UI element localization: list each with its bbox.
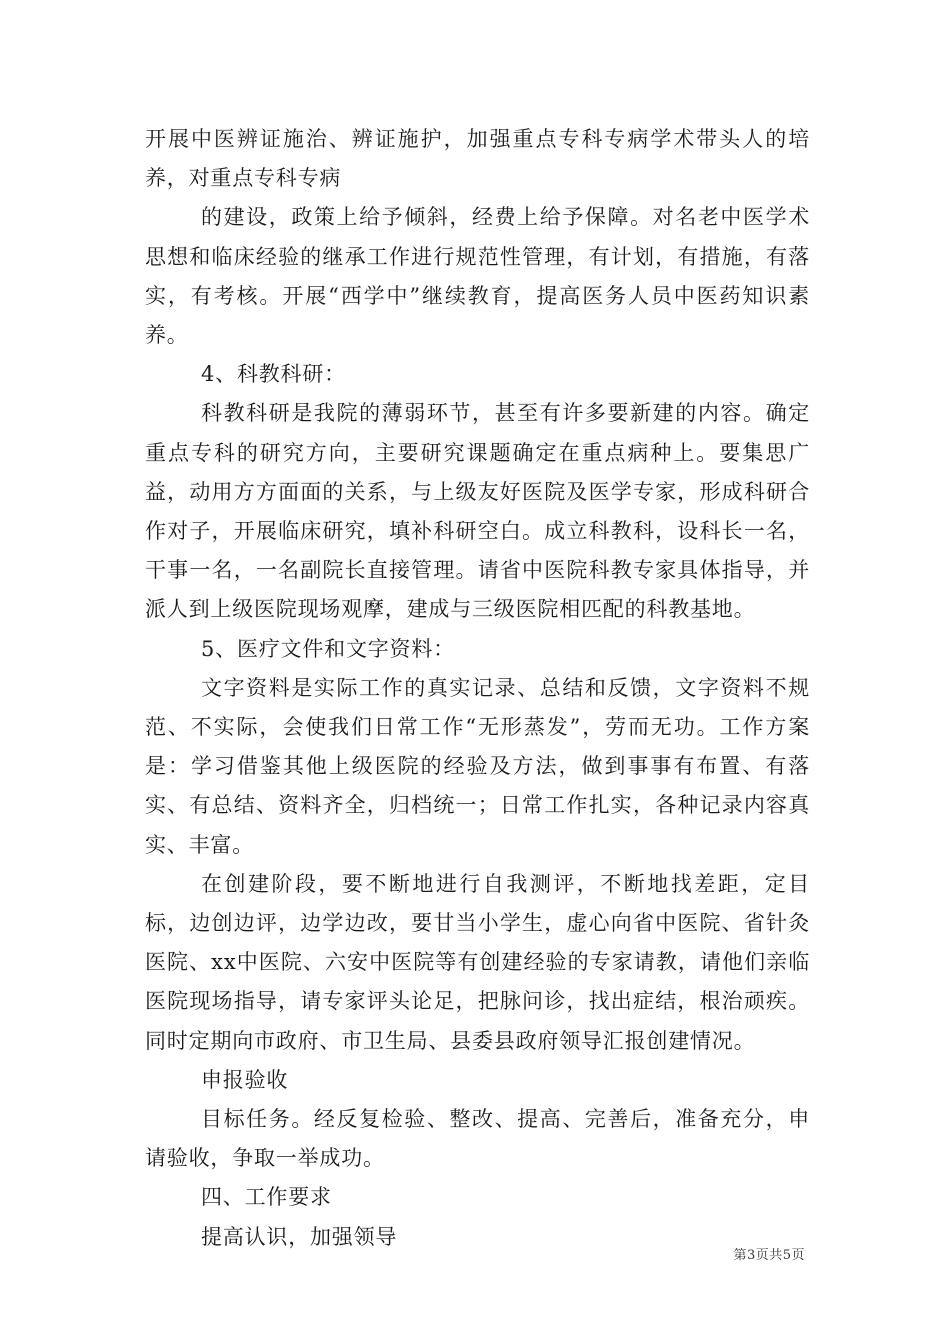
paragraph: 目标任务。经反复检验、整改、提高、完善后，准备充分，申请验收，争取一举成功。 [145, 1107, 810, 1171]
section-heading: 5、医疗文件和文字资料： [201, 636, 455, 661]
page-number-footer: 第3页共5页 [733, 1248, 805, 1263]
paragraph: 科教科研是我院的薄弱环节，甚至有许多要新建的内容。确定重点专科的研究方向，主要研究课题确定在重点病种上。要集思广益，动用方方面面的关系，与上级友好医院及医学专家，形成科研合作对子，开展临床研究，填补科研空白。成立科教科，设科长一名，干事一名，一名副院长直接管理。请省中医院科教专家具体指导，并派人到上级医院现场观摩，建成与三级医院相匹配的科教基地。 [145, 401, 810, 622]
document-body [145, 120, 810, 1257]
paragraph: 的建设，政策上给予倾斜，经费上给予保障。对名老中医学术思想和临床经验的继承工作进行规范性管理，有计划，有措施，有落实，有考核。开展“西学中”继续教育，提高医务人员中医药知识素养。 [145, 205, 810, 348]
paragraph: 开展中医辨证施治、辨证施护，加强重点专科专病学术带头人的培养，对重点专科专病 [145, 127, 810, 191]
section-heading: 4、科教科研： [201, 362, 346, 387]
paragraph: 文字资料是实际工作的真实记录、总结和反馈，文字资料不规范、不实际，会使我们日常工作“无形蒸发”，劳而无功。工作方案是：学习借鉴其他上级医院的经验及方法，做到事事有布置、有落实、有总结、资料齐全，归档统一；日常工作扎实，各种记录内容真实、丰富。 [145, 675, 810, 857]
paragraph: 在创建阶段，要不断地进行自我测评，不断地找差距，定目标，边创边评，边学边改，要甘当小学生，虚心向省中医院、省针灸医院、xx中医院、六安中医院等有创建经验的专家请教，请他们亲临医院现场指导，请专家评头论足，把脉问诊，找出症结，根治顽疾。同时定期向市政府、市卫生局、县委县政府领导汇报创建情况。 [145, 871, 810, 1053]
section-heading: 提高认识，加强领导 [201, 1224, 398, 1249]
section-heading: 申报验收 [201, 1067, 289, 1092]
section-heading: 四、工作要求 [201, 1185, 332, 1210]
